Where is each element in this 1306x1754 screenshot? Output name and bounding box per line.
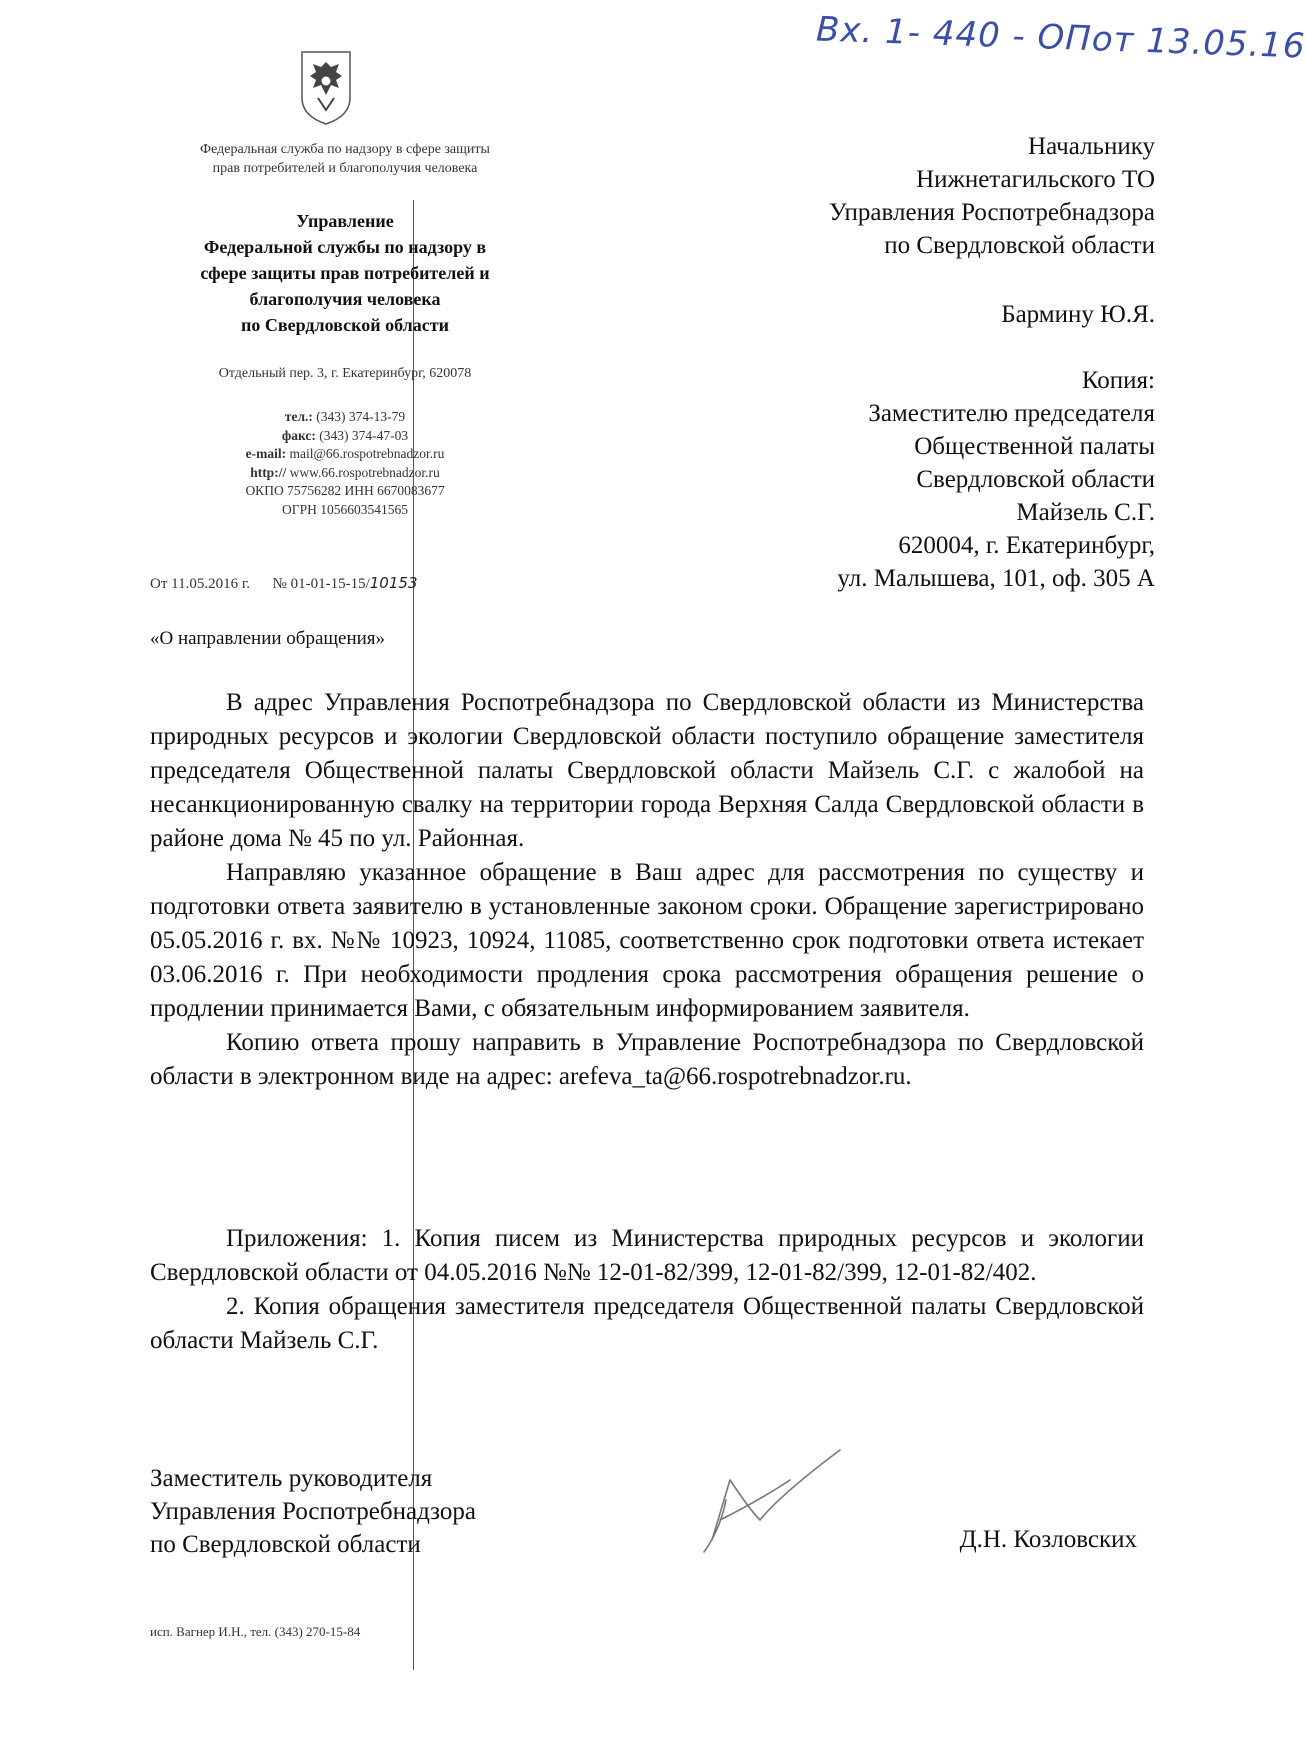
handwritten-signature bbox=[690, 1440, 850, 1560]
phone-label: тел.: bbox=[284, 409, 313, 424]
recipient-line: по Свердловской области bbox=[884, 232, 1155, 259]
copy-line: Общественной палаты bbox=[914, 433, 1155, 460]
fax-value: (343) 374-47-03 bbox=[319, 427, 409, 443]
agency-name bbox=[150, 140, 540, 178]
recipient-line: Нижнетагильского ТО bbox=[916, 166, 1155, 193]
attachment-item: 2. Копия обращения заместителя председателя Общественной палаты Свердловской области Майзель С.Г. bbox=[150, 1293, 1144, 1354]
copy-line: Майзель С.Г. bbox=[1016, 499, 1155, 526]
recipient-line: Управления Роспотребнадзора bbox=[829, 199, 1155, 226]
copy-line: Свердловской области bbox=[916, 466, 1155, 493]
copy-block bbox=[635, 364, 1155, 595]
phone-line bbox=[150, 408, 540, 427]
agency-line: прав потребителей и благополучия человека bbox=[212, 161, 478, 176]
phone-value: (343) 374-13-79 bbox=[316, 409, 406, 424]
body-paragraph: Копию ответа прошу направить в Управление Роспотребнадзора по Свердловской области в электронном виде на адрес: arefeva_ta@66.rospotrebnadzor.ru. bbox=[150, 1029, 1144, 1090]
web-value: www.66.rospotrebnadzor.ru bbox=[289, 464, 440, 480]
position-line: Заместитель руководителя bbox=[150, 1465, 433, 1492]
agency-line: Федеральная служба по надзору в сфере защиты bbox=[200, 142, 490, 157]
signatory-position bbox=[150, 1462, 476, 1561]
position-line: Управления Роспотребнадзора bbox=[150, 1498, 476, 1525]
reference-number: № 01-01-15-15/ bbox=[272, 576, 370, 592]
office-line: благополучия человека bbox=[249, 289, 441, 309]
coat-of-arms-emblem bbox=[296, 48, 356, 126]
office-address: Отдельный пер. 3, г. Екатеринбург, 620078 bbox=[218, 366, 472, 381]
copy-line: 620004, г. Екатеринбург, bbox=[898, 532, 1155, 559]
contact-block bbox=[150, 408, 540, 519]
body-paragraph: В адрес Управления Роспотребнадзора по Свердловской области из Министерства природных ресурсов и экологии Свердловской области поступило обращение заместителя председателя Общественной палаты Свердловской области Майзель С.Г. с жалобой на несанкционированную свалку на территории города Верхняя Салда Свердловской области в районе дома № 45 по ул. Районная. bbox=[150, 689, 1144, 852]
letter-subject: «О направлении обращения» bbox=[150, 628, 386, 649]
document-reference bbox=[150, 574, 417, 593]
executor-note: исп. Вагнер И.Н., тел. (343) 270-15-84 bbox=[150, 1624, 361, 1639]
attachment-item: Приложения: 1. Копия писем из Министерства природных ресурсов и экологии Свердловской области от 04.05.2016 №№ 12-01-82/399, 12-01-82/399, 12-01-82/402. bbox=[150, 1225, 1144, 1286]
copy-label: Копия: bbox=[1081, 367, 1155, 394]
reference-date: От 11.05.2016 г. bbox=[150, 576, 251, 592]
recipient-name: Бармину Ю.Я. bbox=[1001, 301, 1155, 328]
office-line: сфере защиты прав потребителей и bbox=[200, 263, 490, 283]
email-label: e-mail: bbox=[245, 446, 287, 461]
office-line: Управление bbox=[296, 211, 394, 231]
office-name bbox=[150, 208, 540, 338]
ogrn: ОГРН 1056603541565 bbox=[282, 501, 408, 517]
fax-label: факс: bbox=[281, 427, 316, 443]
okpo-inn: ОКПО 75756282 ИНН 6670083677 bbox=[245, 483, 445, 498]
body-paragraph: Направляю указанное обращение в Ваш адрес для рассмотрения по существу и подготовки ответа заявителю в установленные законом сроки. Обращение зарегистрировано 05.05.2016 г. вх. №№ 10923, 10924, 11085, соответственно срок подготовки ответа истекает 03.06.2016 г. При необходимости продления срока рассмотрения обращения решение о продлении принимается Вами, с обязательным информированием заявителя. bbox=[150, 859, 1144, 1022]
incoming-stamp: Вх. 1- 440 - ОПот 13.05.16 bbox=[815, 9, 1306, 67]
office-line: по Свердловской области bbox=[241, 315, 449, 335]
office-line: Федеральной службы по надзору в bbox=[203, 237, 487, 257]
copy-line: ул. Малышева, 101, оф. 305 А bbox=[837, 565, 1155, 592]
fax-line bbox=[150, 427, 540, 446]
attachments bbox=[150, 1222, 1144, 1358]
web-label: http:// bbox=[250, 464, 287, 480]
email-line bbox=[150, 445, 540, 464]
position-line: по Свердловской области bbox=[150, 1531, 421, 1558]
signatory-name: Д.Н. Козловских bbox=[959, 1526, 1137, 1553]
copy-line: Заместителю председателя bbox=[868, 400, 1155, 427]
web-line bbox=[150, 464, 540, 483]
reference-handwritten-number: 10153 bbox=[369, 574, 418, 592]
email-value: mail@66.rospotrebnadzor.ru bbox=[289, 446, 445, 461]
recipient-line: Начальнику bbox=[1028, 133, 1155, 160]
recipient-block bbox=[635, 130, 1155, 262]
letter-body bbox=[150, 686, 1144, 1094]
